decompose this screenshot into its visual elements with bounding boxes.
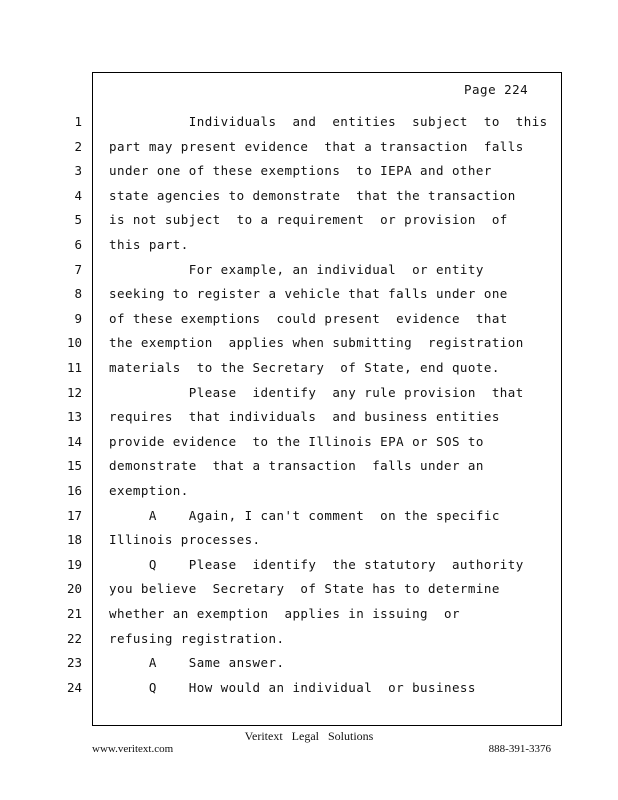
- line-text: materials to the Secretary of State, end quote.: [109, 360, 500, 375]
- line-text: Q How would an individual or business: [109, 679, 476, 695]
- line-number: 7: [74, 261, 82, 277]
- line-text: Q Please identify the statutory authority: [109, 556, 524, 572]
- line-text: demonstrate that a transaction falls under an: [109, 458, 484, 474]
- line-number: 20: [66, 581, 82, 597]
- line-text: the exemption applies when submitting registration: [109, 335, 524, 351]
- line-text: this part.: [109, 237, 189, 252]
- line-text: state agencies to demonstrate that the transaction: [109, 187, 516, 203]
- line-number: 16: [66, 483, 82, 498]
- line-number: 13: [66, 409, 82, 425]
- footer-website: www.veritext.com: [92, 743, 174, 755]
- line-number: 1: [74, 114, 82, 129]
- line-number: 24: [66, 679, 82, 695]
- line-text: exemption.: [109, 483, 189, 498]
- line-number: 21: [66, 606, 82, 621]
- line-text: A Again, I can't comment on the specific: [109, 507, 500, 523]
- line-text: whether an exemption applies in issuing or: [109, 606, 460, 621]
- line-text: Please identify any rule provision that: [109, 384, 524, 400]
- line-number: 14: [66, 433, 82, 449]
- line-text: Individuals and entities subject to this: [109, 114, 548, 129]
- line-number: 4: [74, 187, 82, 203]
- line-text: A Same answer.: [109, 655, 285, 671]
- line-text: Illinois processes.: [109, 532, 261, 548]
- line-number: 6: [74, 237, 82, 252]
- line-text: under one of these exemptions to IEPA and other: [109, 163, 492, 179]
- line-text: refusing registration.: [109, 630, 285, 646]
- line-number: 23: [66, 655, 82, 671]
- line-text: For example, an individual or entity: [109, 261, 484, 277]
- line-text: is not subject to a requirement or provision of: [109, 212, 508, 228]
- line-text: of these exemptions could present evidence that: [109, 310, 508, 326]
- line-number: 5: [74, 212, 82, 228]
- footer-company: Veritext Legal Solutions: [244, 729, 374, 743]
- line-number: 11: [66, 360, 82, 375]
- line-number: 8: [74, 286, 82, 302]
- line-number: 15: [66, 458, 82, 474]
- page-number: Page 224: [464, 82, 529, 97]
- line-text: provide evidence to the Illinois EPA or SOS to: [109, 433, 484, 449]
- line-number: 2: [74, 138, 82, 154]
- line-number: 12: [66, 384, 82, 400]
- line-number: 18: [66, 532, 82, 548]
- line-text: you believe Secretary of State has to determine: [109, 581, 500, 597]
- line-number: 22: [66, 630, 82, 646]
- footer-phone: 888-391-3376: [488, 743, 551, 755]
- line-number: 9: [74, 310, 82, 326]
- line-text: seeking to register a vehicle that falls under one: [109, 286, 508, 302]
- line-number: 10: [66, 335, 82, 351]
- line-number: 17: [66, 507, 82, 523]
- line-number: 19: [66, 556, 82, 572]
- line-text: requires that individuals and business entities: [109, 409, 500, 425]
- line-number: 3: [74, 163, 82, 179]
- line-text: part may present evidence that a transaction falls: [109, 138, 524, 154]
